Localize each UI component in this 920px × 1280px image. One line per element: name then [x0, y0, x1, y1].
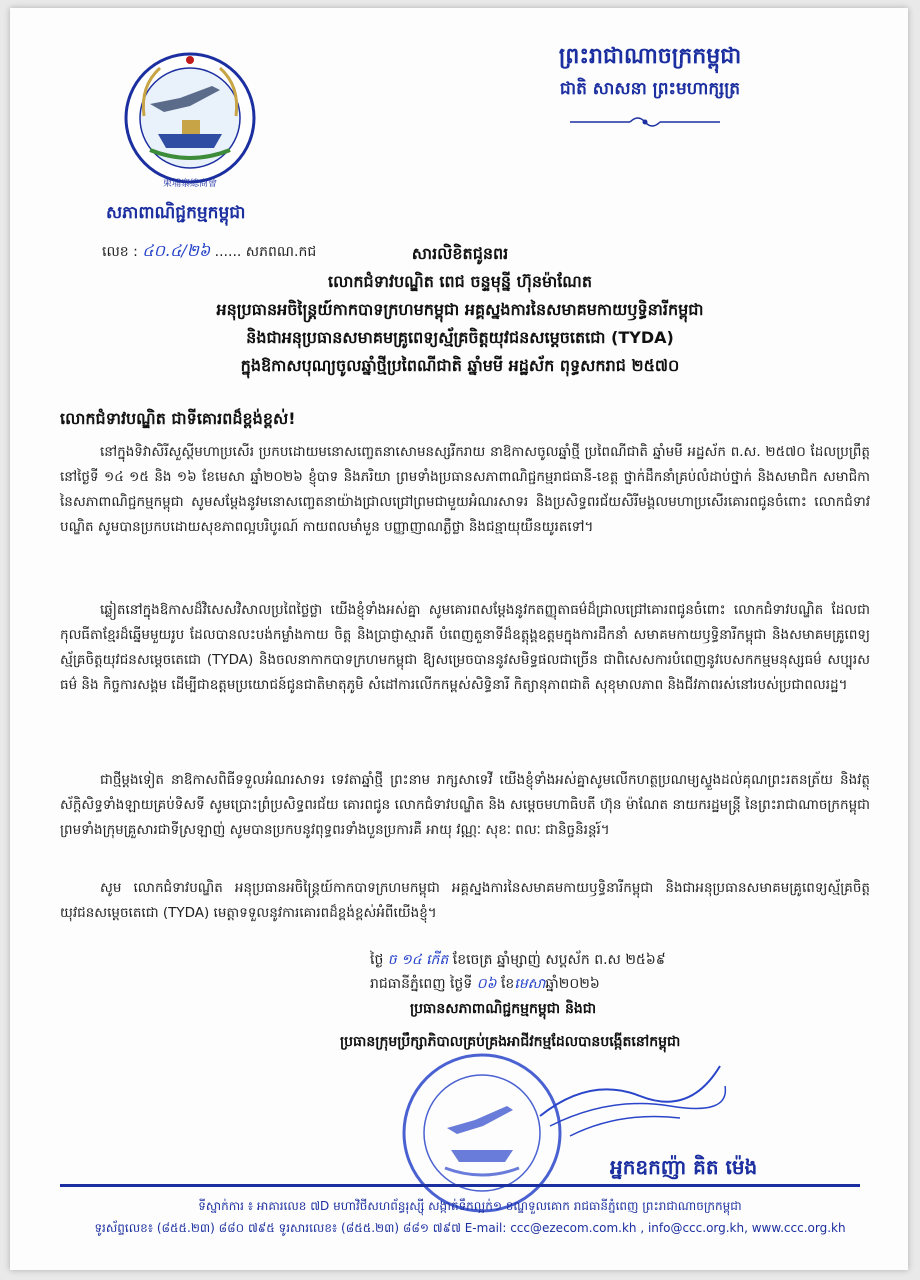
kingdom-title: ព្រះរាជាណាចក្រកម្ពុជា: [558, 44, 742, 69]
lunar-date-handwritten: ច ១៤ កើត: [387, 952, 449, 968]
logo-chinese-text: 柬埔寨總商會: [162, 179, 218, 189]
reference-number: លេខ : ៤០.៤/២៦ ...... សភពណ.កជ: [102, 241, 317, 260]
chamber-logo-icon: [120, 46, 260, 196]
reference-label: លេខ :: [102, 244, 138, 260]
reference-suffix: សភពណ.កជ: [245, 244, 317, 260]
solar-day-handwritten: ០៦: [476, 976, 497, 992]
subject-line-2: លោកជំទាវបណ្ឌិត ពេជ ចន្ទមុន្នី ហ៊ុនម៉ាណែត: [328, 272, 592, 291]
paragraph-1-text: នៅក្នុងទិវាសិរីសួស្តីមហាប្រសើរ ប្រកបដោយមនោសញ្ចេតនាសោមនស្សរីករាយ នាឱកាសចូលឆ្នាំថ្មី ប្រពៃណីជាតិ ឆ្នាំមមី អដ្ឋស័ក ព.ស. ២៥៧០ ដែលប្រព្រឹត្តនៅថ្ងៃទី ១៤ ១៥ និង ១៦ ខែមេសា ឆ្នាំ២០២៦ ខ្ញុំបាទ និងភរិយា ព្រមទាំងប្រធានសភាពាណិជ្ជកម្មរាជធានី-ខេត្ត ថ្នាក់ដឹកនាំគ្រប់លំដាប់ថ្នាក់ និងសមាជិក សមាជិកា នៃសភាពាណិជ្ជកម្មកម្ពុជា សូមសម្តែងនូវមនោសញ្ចេតនាយ៉ាងជ្រាលជ្រៅព្រមជាមួយអំណរសាទរ និងប្រសិទ្ធពរជ័យសិរីមង្គលមហាប្រសើរគោរពជូនចំពោះ លោកជំទាវបណ្ឌិត សូមបានប្រកបដោយសុខភាពល្អបរិបូរណ៍ កាយពលមាំមួន បញ្ញាញាណភ្លឺថ្លា និងជន្មាយុយឺនយូរតទៅ។: [60, 444, 870, 535]
paragraph-4-text: សូម លោកជំទាវបណ្ឌិត អនុប្រធានអចិន្ត្រៃយ៍កាកបាទក្រហមកម្ពុជា អគ្គស្នងការនៃសមាគមកាយឫទ្ធិនារីកម្ពុជា និងជាអនុប្រធានសមាគមគ្រូពេទ្យស្ម័គ្រចិត្តយុវជនសម្តេចតេជោ (TYDA) មេត្តាទទួលនូវការគោរពដ៏ខ្ពង់ខ្ពស់អំពីយើងខ្ញុំ។: [60, 880, 870, 921]
signer-name: អ្នកឧកញ៉ា គិត ម៉េង: [610, 1155, 758, 1179]
national-motto: ជាតិ សាសនា ព្រះមហាក្សត្រ: [559, 79, 741, 99]
signatory-title-2: ប្រធានក្រុមប្រឹក្សាភិបាលគ្រប់គ្រងអាជីវកម្មដែលបានបង្កើតនៅកម្ពុជា: [340, 1034, 681, 1050]
paragraph-2-text: ឆ្លៀតនៅក្នុងឱកាសដ៏វិសេសវិសាលប្រពៃថ្លៃថ្លា យើងខ្ញុំទាំងអស់គ្នា សូមគោរពសម្តែងនូវកតញ្ញុតាធម៌ដ៏ជ្រាលជ្រៅគោរពជូនចំពោះ លោកជំទាវបណ្ឌិត ដែលជាកុលធីតាខ្មែរដ៏ឆ្នើមមួយរូប ដែលបានលះបង់កម្លាំងកាយ ចិត្ត និងប្រាជ្ញាស្មារតី បំពេញតួនាទីដ៏ឧត្តុង្គឧត្តមក្នុងការដឹកនាំ សមាគមកាយឫទ្ធិនារីកម្ពុជា និងសមាគមគ្រូពេទ្យស្ម័គ្រចិត្តយុវជនសម្តេចតេជោ (TYDA) និងចលនាកាកបាទក្រហមកម្ពុជា ឱ្យសម្រេចបាននូវសមិទ្ធផលជាច្រើន ជាពិសេសការបំពេញនូវបេសកកម្មមនុស្សធម៌ សប្បុរសធម៌ និង កិច្ចការសង្គម ដើម្បីជាឧត្តមប្រយោជន៍ជូនជាតិមាតុភូមិ សំដៅការលើកកម្ពស់សិទ្ធិនារី កិត្យានុភាពជាតិ សុខុមាលភាព និងជីវភាពរស់នៅរបស់ប្រជាពលរដ្ឋ។: [60, 602, 870, 693]
org-name: សភាពាណិជ្ជកម្មកម្ពុជា: [106, 203, 246, 223]
salutation: លោកជំទាវបណ្ឌិត ជាទីគោរពដ៏ខ្ពង់ខ្ពស់!: [60, 409, 296, 428]
footer-address: ទីស្នាក់ការ ៖ អាគារលេខ ៧D មហាវិថីសហព័ន្ធរុស្ស៊ី សង្កាត់ទឹកល្អក់១ ខណ្ឌទួលគោក រាជធានីភ្នំពេញ ព្រះរាជាណាចក្រកម្ពុជា: [198, 1199, 742, 1213]
body-paragraph-3: [60, 768, 870, 843]
letter-subject: [50, 240, 870, 380]
body-paragraph-4: [60, 876, 870, 926]
subject-line-1: សារលិខិតជូនពរ: [411, 244, 509, 263]
date-block: [370, 948, 870, 996]
subject-line-4: និងជាអនុប្រធានសមាគមគ្រូពេទ្យស្ម័គ្រចិត្តយុវជនសម្តេចតេជោ (TYDA): [246, 328, 674, 347]
handwritten-signature: [530, 1056, 730, 1156]
solar-date: រាជធានីភ្នំពេញ ថ្ងៃទី ០៦ ខែមេសាឆ្នាំ២០២៦: [370, 976, 600, 992]
ornament-divider-icon: [570, 112, 720, 132]
footer-contact: ទូរស័ព្ទលេខ៖ (៨៥៥.២៣) ៨៨០ ៧៩៥ ទូរសារលេខ៖ (៨៥៥.២៣) ៨៨១ ៧៩៧ E-mail: ccc@ezecom.com.kh , info@ccc.org.kh, www.ccc.org.kh: [94, 1221, 846, 1235]
reference-handwritten-number: ៤០.៤/២៦: [142, 241, 211, 260]
body-paragraph-1: [60, 440, 870, 540]
solar-month-handwritten: មេសា: [514, 976, 546, 992]
subject-line-5: ក្នុងឱកាសបុណ្យចូលឆ្នាំថ្មីប្រពៃណីជាតិ ឆ្នាំមមី អដ្ឋស័ក ពុទ្ធសករាជ ២៥៧០: [240, 356, 680, 375]
footer-divider: [60, 1184, 860, 1187]
chamber-logo: [120, 46, 260, 196]
letter-page: [10, 8, 908, 1270]
subject-line-3: អនុប្រធានអចិន្ត្រៃយ៍កាកបាទក្រហមកម្ពុជា អគ្គស្នងការនៃសមាគមកាយឫទ្ធិនារីកម្ពុជា: [216, 300, 704, 319]
paragraph-3-text: ជាថ្មីម្តងទៀត នាឱកាសពិធីទទួលអំណរសាទរ ទេវតាឆ្នាំថ្មី ព្រះនាម រាក្សសាទេវី យើងខ្ញុំទាំងអស់គ្នាសូមលើកហត្ថប្រណម្យស្ទួងដល់គុណព្រះរតនត្រ័យ និងវត្ថុស័ក្តិសិទ្ធទាំងឡាយគ្រប់ទិសទី សូមប្រោះព្រំប្រសិទ្ធពរជ័យ គោរពជូន លោកជំទាវបណ្ឌិត និង សម្តេចមហាធិបតី ហ៊ុន ម៉ាណែត នាយករដ្ឋមន្ត្រី នៃព្រះរាជាណាចក្រកម្ពុជា ព្រមទាំងក្រុមគ្រួសារជាទីស្រឡាញ់ សូមបានប្រកបនូវពុទ្ធពរទាំងបួនប្រការគឺ អាយុ វណ្ណៈ សុខៈ ពលៈ ជានិច្ចនិរន្តរ៍។: [60, 772, 870, 838]
lunar-date: ថ្ងៃ ច ១៤ កើត ខែចេត្រ ឆ្នាំម្សាញ់ សប្តស័ក ព.ស ២៥៦៩: [370, 952, 666, 968]
signatory-title-1: ប្រធានសភាពាណិជ្ជកម្មកម្ពុជា និងជា: [410, 1001, 597, 1017]
body-paragraph-2: [60, 598, 870, 698]
